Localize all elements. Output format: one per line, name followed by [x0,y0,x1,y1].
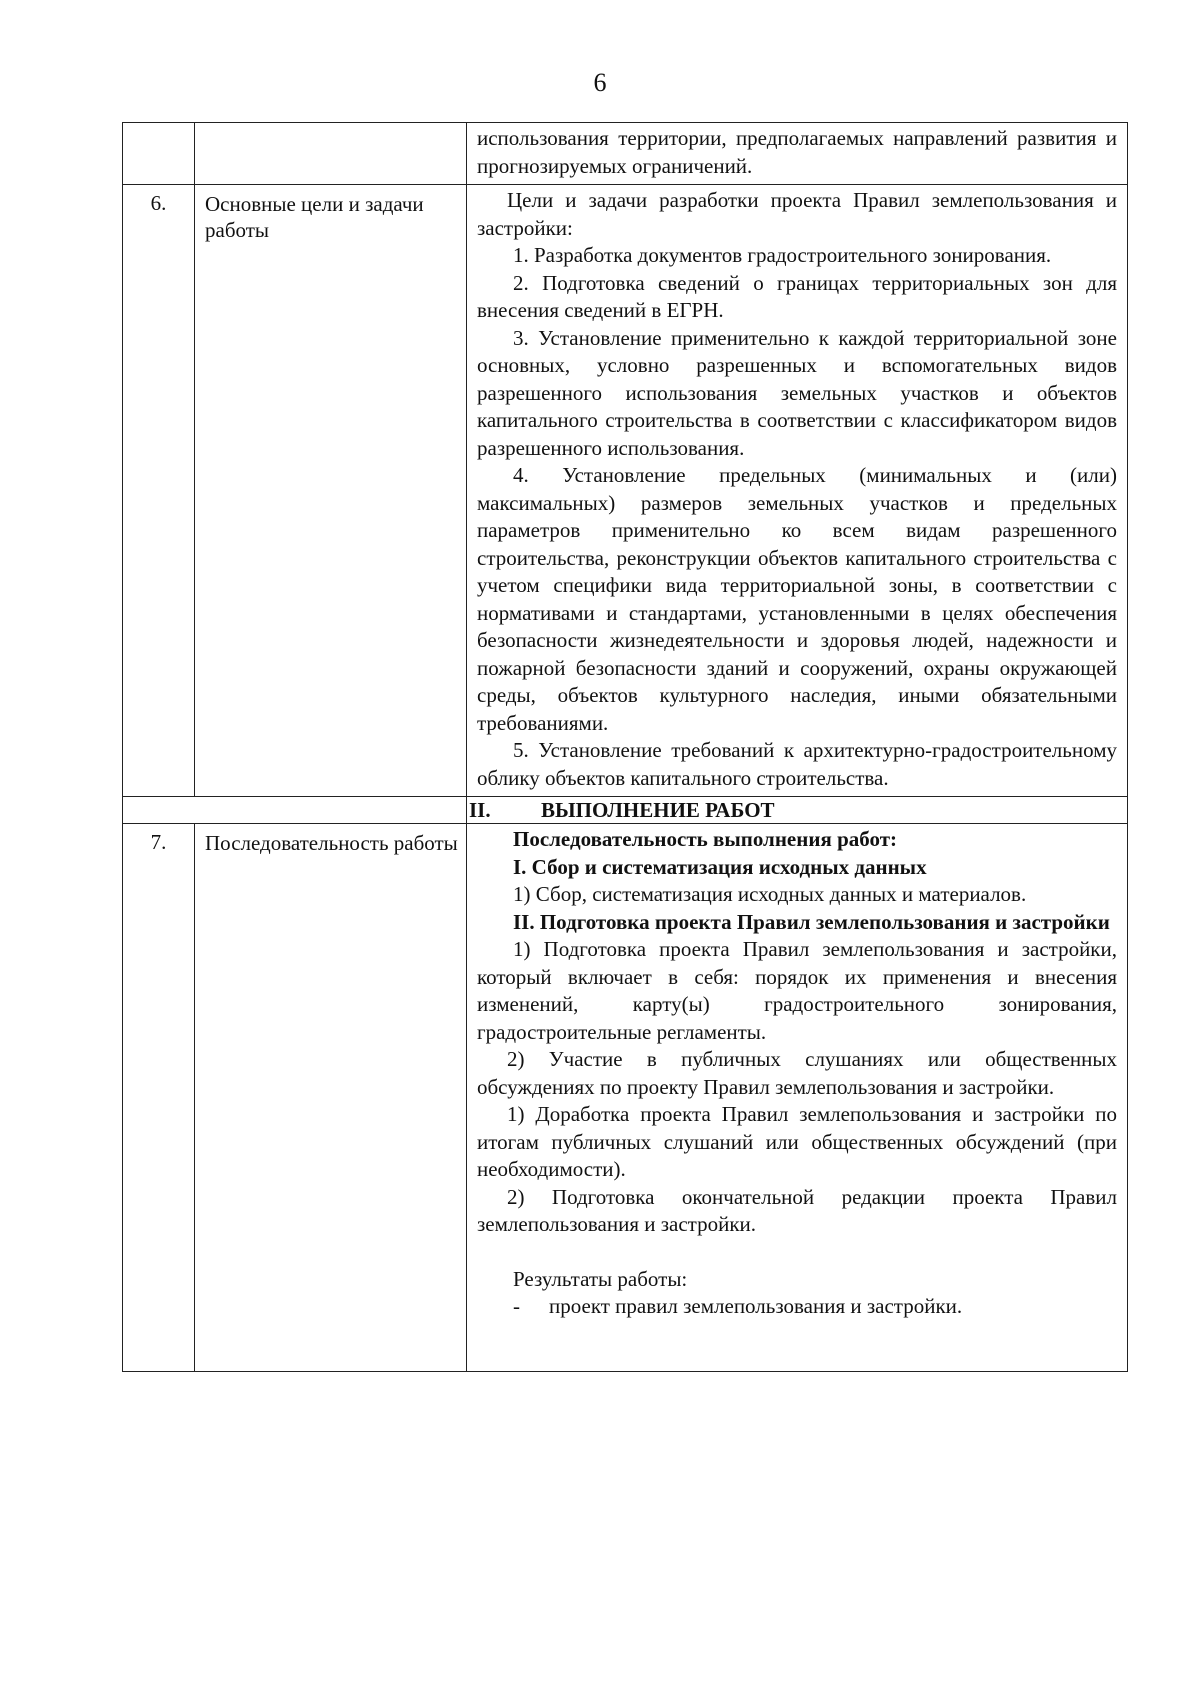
goals-intro: Цели и задачи разработки проекта Правил землепользования и застройки: [477,188,1117,240]
cell-number-empty [123,123,195,185]
row-number: 6. [123,185,195,797]
row-label: Основные цели и задачи работы [195,185,467,797]
section-title: ВЫПОЛНЕНИЕ РАБОТ [541,798,775,822]
goal-item: 3. Установление применительно к каждой территориальной зоне основных, условно разрешенных и вспомогательных видов разрешенного использования земельных участков и объектов капитального строительства в соответствии с классификатором видов разрешенного использования. [477,325,1117,460]
section-roman: II. [469,798,491,822]
stage-2-item: 2) Подготовка окончательной редакции проекта Правил землепользования и застройки. [477,1184,1117,1236]
section-header-row [123,797,1128,824]
stage-2-item: 2) Участие в публичных слушаниях или общественных обсуждениях по проекту Правил землепользования и застройки. [477,1047,1117,1099]
stage-2-title: II. Подготовка проекта Правил землепользования и застройки [513,909,1110,934]
continued-text: использования территории, предполагаемых направлений развития и прогнозируемых ограничений. [477,126,1117,178]
section-spacer-cell [123,797,467,824]
results-label: Результаты работы: [513,1266,688,1291]
goal-item: 2. Подготовка сведений о границах территориальных зон для внесения сведений в ЕГРН. [477,270,1117,322]
stage-2-item: 1) Доработка проекта Правил землепользования и застройки по итогам публичных слушаний или общественных обсуждений (при необходимости). [477,1102,1117,1181]
row-content [467,824,1128,1372]
row-label: Последовательность работы [195,824,467,1372]
section-title-cell [467,797,1128,824]
cell-label-empty [195,123,467,185]
sequence-heading: Последовательность выполнения работ: [513,827,897,851]
stage-2-item: 1) Подготовка проекта Правил землепользования и застройки, который включает в себя: порядок их применения и внесения изменений, карту(ы) градостроительного зонирования, градостроительные регламенты. [477,937,1117,1044]
table-row-continued [123,123,1128,185]
stage-1-item: 1) Сбор, систематизация исходных данных и материалов. [513,882,1027,906]
goal-item: 4. Установление предельных (минимальных и (или) максимальных) размеров земельных участков и предельных параметров применительно ко всем видам разрешенного строительства, реконструкции объектов капитального строительства с учетом специфики вида территориальной зоны, в соответствии с нормативами и стандартами, установленными в целях обеспечения безопасности жизнедеятельности и здоровья людей, надежности и пожарной безопасности зданий и сооружений, охраны окружающей среды, объектов культурного наследия, иными обязательными требованиями. [477,463,1117,735]
specification-table [122,122,1128,1372]
cell-blank-space [477,1321,1117,1367]
goal-item: 1. Разработка документов градостроительного зонирования. [513,243,1052,267]
cell-content-continued [467,123,1128,185]
row-number: 7. [123,824,195,1372]
goal-item: 5. Установление требований к архитектурно-градостроительному облику объектов капитального строительства. [477,738,1117,790]
list-dash: - [513,1294,520,1318]
results-item-text: проект правил землепользования и застройки. [549,1294,963,1318]
table-row-7 [123,824,1128,1372]
table-row-6 [123,185,1128,797]
row-content [467,185,1128,797]
results-item [477,1293,1117,1321]
stage-1-title: I. Сбор и систематизация исходных данных [513,854,927,879]
page-number: 6 [593,68,607,97]
